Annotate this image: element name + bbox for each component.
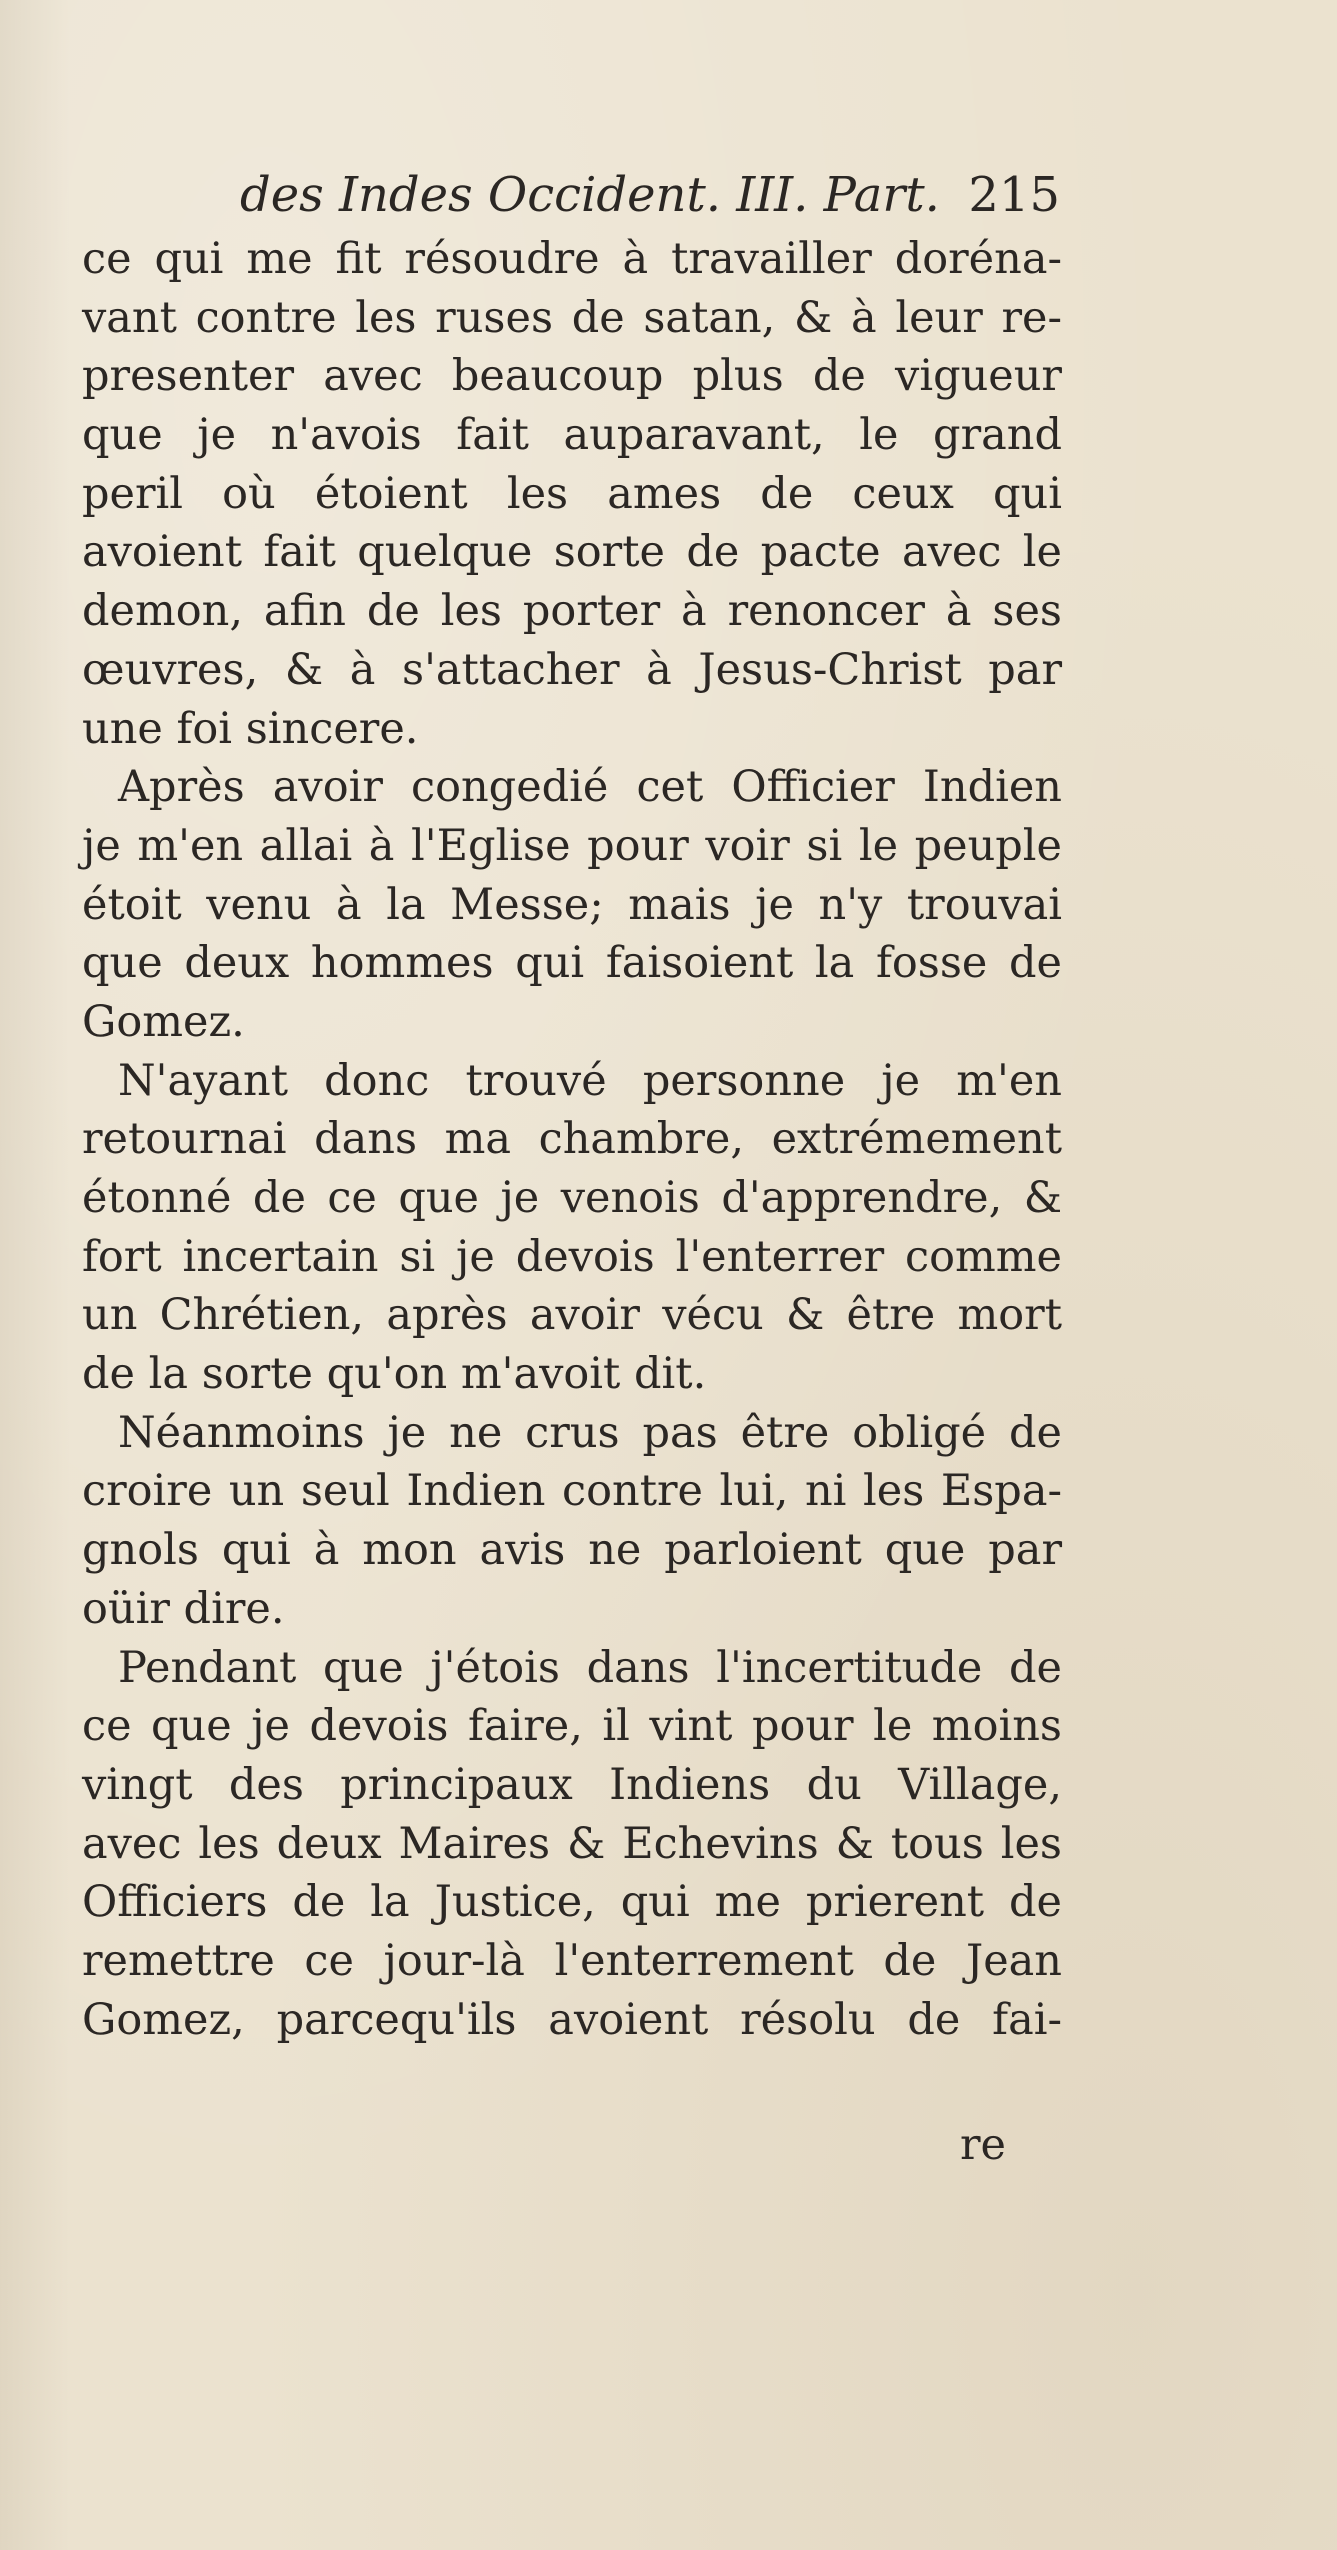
catchword: re [960,2120,1007,2170]
text-line: œuvres, & à s'attacher à Jesus-Christ par [82,644,1062,695]
running-head [240,165,1060,225]
text-line: étonné de ce que je venois d'apprendre, & [82,1173,1062,1223]
page-number: 215 [968,167,1060,223]
text-line: de la sorte qu'on m'avoit dit. [82,1349,707,1400]
text-line: ce que je devois faire, il vint pour le moins [82,1701,1062,1752]
text-line: Après avoir congedié cet Officier Indien [118,762,1062,813]
text-line: un Chrétien, après avoir vécu & être mort [82,1290,1062,1341]
text-line: gnols qui à mon avis ne parloient que par [82,1525,1062,1576]
text-line: que je n'avois fait auparavant, le grand [82,410,1062,461]
text-line: remettre ce jour-là l'enterrement de Jean [82,1935,1062,1986]
text-line: avoient fait quelque sorte de pacte avec le [82,527,1062,578]
text-line: Pendant que j'étois dans l'incertitude de [118,1642,1062,1693]
text-line: je m'en allai à l'Eglise pour voir si le peuple [82,820,1062,871]
text-line: oüir dire. [82,1583,285,1634]
text-line: Officiers de la Justice, qui me prierent de [82,1877,1062,1928]
body-text [82,230,1062,2049]
text-line: demon, afin de les porter à renoncer à ses [82,586,1062,637]
gutter-shadow [0,0,70,2550]
text-line: ce qui me fit résoudre à travailler doréna- [82,234,1062,284]
text-line: Néanmoins je ne crus pas être obligé de [118,1407,1062,1458]
text-line: étoit venu à la Messe; mais je n'y trouvai [82,879,1062,930]
text-line: retournai dans ma chambre, extrémement [82,1114,1062,1165]
text-line: fort incertain si je devois l'enterrer comme [82,1231,1062,1282]
text-line: avec les deux Maires & Echevins & tous les [82,1818,1062,1869]
text-line: croire un seul Indien contre lui, ni les Espa- [82,1466,1062,1517]
text-line: N'ayant donc trouvé personne je m'en [118,1055,1062,1106]
text-line: une foi sincere. [82,703,419,754]
text-line: presenter avec beaucoup plus de vigueur [82,351,1062,402]
text-line: Gomez, parcequ'ils avoient résolu de fai- [82,1994,1062,2045]
text-line: peril où étoient les ames de ceux qui [82,468,1062,519]
text-line: que deux hommes qui faisoient la fosse de [82,938,1062,989]
text-line: vingt des principaux Indiens du Village, [82,1759,1062,1810]
text-line: vant contre les ruses de satan, & à leur re- [82,292,1062,343]
text-line: Gomez. [82,996,245,1047]
running-head-title: des Indes Occident. III. Part. [240,167,940,223]
